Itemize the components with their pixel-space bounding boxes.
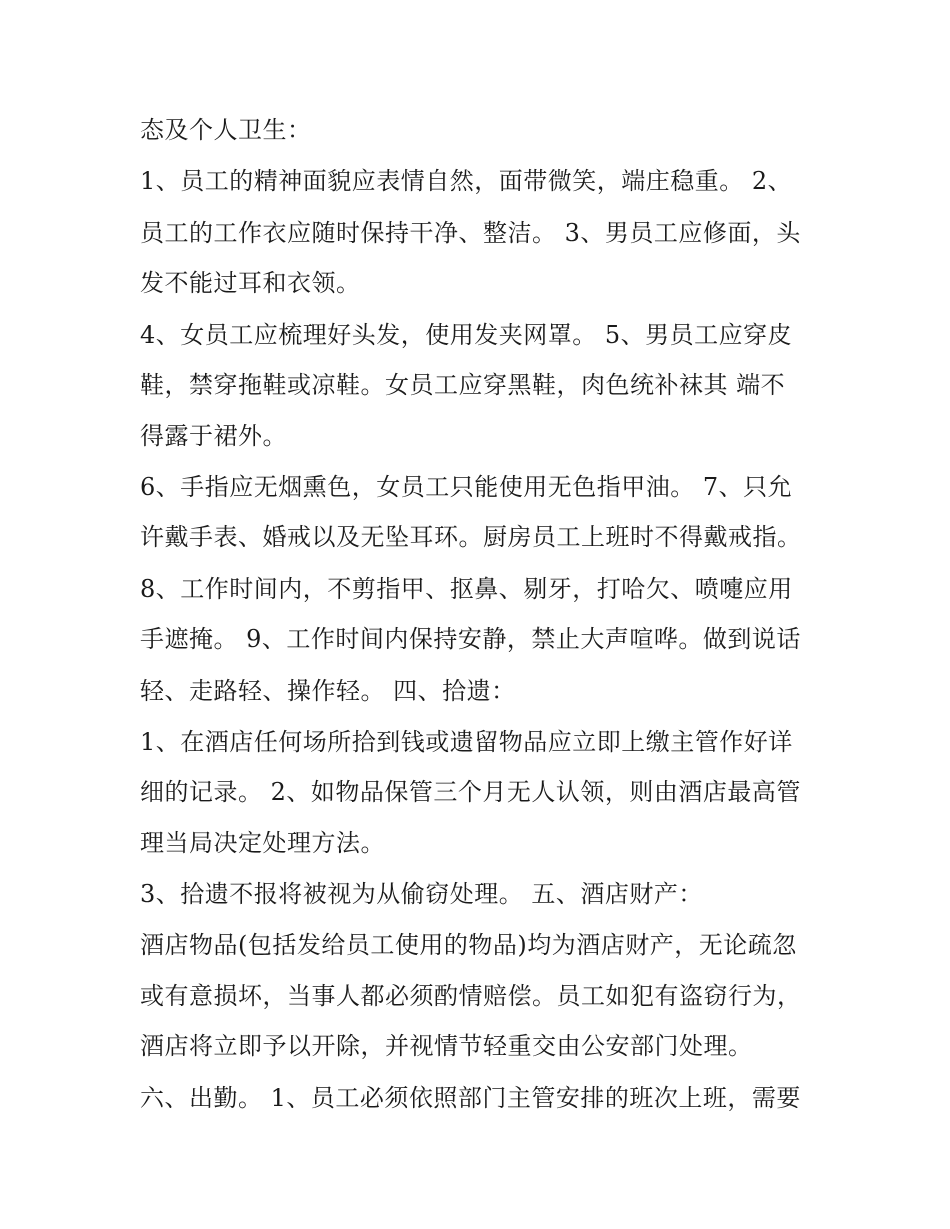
text-line: 态及个人卫生： bbox=[140, 116, 312, 144]
text-line: 手遮掩。 9、工作时间内保持安静，禁止大声喧哗。做到说话 bbox=[140, 625, 801, 653]
text-line: 3、拾遗不报将被视为从偷窃处理。 五、酒店财产： bbox=[140, 880, 703, 908]
text-line: 1、在酒店任何场所拾到钱或遗留物品应立即上缴主管作好详 bbox=[140, 728, 793, 756]
text-line: 酒店将立即予以开除，并视情节轻重交由公安部门处理。 bbox=[140, 1032, 753, 1060]
text-line: 员工的工作衣应随时保持干净、整洁。 3、男员工应修面，头 bbox=[140, 219, 801, 247]
text-line: 1、员工的精神面貌应表情自然，面带微笑，端庄稳重。 2、 bbox=[140, 167, 793, 195]
text-line: 发不能过耳和衣领。 bbox=[140, 269, 361, 297]
text-line: 酒店物品(包括发给员工使用的物品)均为酒店财产，无论疏忽 bbox=[140, 931, 797, 959]
text-line: 轻、走路轻、操作轻。 四、拾遗： bbox=[140, 677, 516, 705]
text-line: 得露于裙外。 bbox=[140, 422, 287, 450]
text-line: 六、出勤。 1、员工必须依照部门主管安排的班次上班，需要 bbox=[140, 1084, 801, 1112]
text-line: 细的记录。 2、如物品保管三个月无人认领，则由酒店最高管 bbox=[140, 778, 801, 806]
text-line: 4、女员工应梳理好头发，使用发夹网罩。 5、男员工应穿皮 bbox=[140, 321, 793, 349]
text-line: 鞋，禁穿拖鞋或凉鞋。女员工应穿黑鞋，肉色统补袜其 端不 bbox=[140, 371, 786, 399]
text-line: 8、工作时间内，不剪指甲、抠鼻、剔牙，打哈欠、喷嚏应用 bbox=[140, 575, 793, 603]
text-line: 许戴手表、婚戒以及无坠耳环。厨房员工上班时不得戴戒指。 bbox=[140, 523, 802, 551]
text-line: 6、手指应无烟熏色，女员工只能使用无色指甲油。 7、只允 bbox=[140, 473, 793, 501]
text-line: 理当局决定处理方法。 bbox=[140, 829, 385, 857]
text-line: 或有意损坏，当事人都必须酌情赔偿。员工如犯有盗窃行为， bbox=[140, 982, 802, 1010]
